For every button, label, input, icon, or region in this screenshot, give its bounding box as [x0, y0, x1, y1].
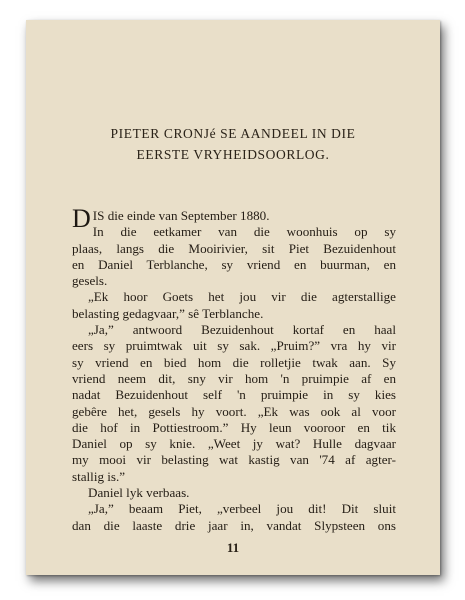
- body-text: [72, 204, 396, 534]
- drop-cap: D: [72, 204, 91, 233]
- text-line: „Ja,” antwoord Bezuidenhout kortaf en haal: [88, 322, 396, 338]
- text-line: Daniel lyk verbaas.: [88, 485, 190, 501]
- text-line: plaas, langs die Mooirivier, sit Piet Bezuidenhout: [72, 240, 396, 256]
- text-line: IS die einde van September 1880.: [92, 208, 270, 223]
- chapter-title-line-2: EERSTE VRYHEIDSOORLOG.: [136, 147, 330, 162]
- text-line: die hof in Pottiestroom.” Hy leun vooroor en tik: [72, 419, 396, 435]
- book-page: [26, 20, 440, 575]
- chapter-title-line-1: PIETER CRONJé SE AANDEEL IN DIE: [110, 126, 356, 141]
- text-line: vriend neem dit, sny vir hom 'n pruimpie af en: [72, 370, 396, 386]
- text-line: gesels.: [72, 273, 108, 289]
- text-line: my mooi vir belasting wat kastig van '74 af agter-: [72, 452, 396, 468]
- page-number: 11: [226, 540, 240, 555]
- text-line: „Ek hoor Goets het jou vir die agterstallige: [88, 289, 396, 305]
- text-line: eers sy pruimtwak uit sy sak. „Pruim?” vra hy vir: [72, 338, 396, 354]
- text-line: sy vriend en bied hom die rolletjie twak aan. Sy: [72, 354, 396, 370]
- text-line: nadat Bezuidenhout self 'n pruimpie in sy kies: [72, 387, 396, 403]
- text-line: gebêre het, gesels hy voort. „Ek was ook al voor: [72, 403, 396, 419]
- text-line: dan die laaste drie jaar in, vandat Slypsteen ons: [72, 517, 396, 533]
- text-line: In die eetkamer van die woonhuis op sy: [92, 224, 396, 240]
- text-line: „Ja,” beaam Piet, „verbeel jou dit! Dit sluit: [88, 501, 396, 517]
- text-line: stallig is.”: [72, 468, 126, 484]
- text-line: belasting gedagvaar,” sê Terblanche.: [72, 305, 264, 321]
- text-line: Daniel op sy knie. „Weet jy wat? Hulle dagvaar: [72, 436, 396, 452]
- text-line: en Daniel Terblanche, sy vriend en buurman, en: [72, 256, 396, 272]
